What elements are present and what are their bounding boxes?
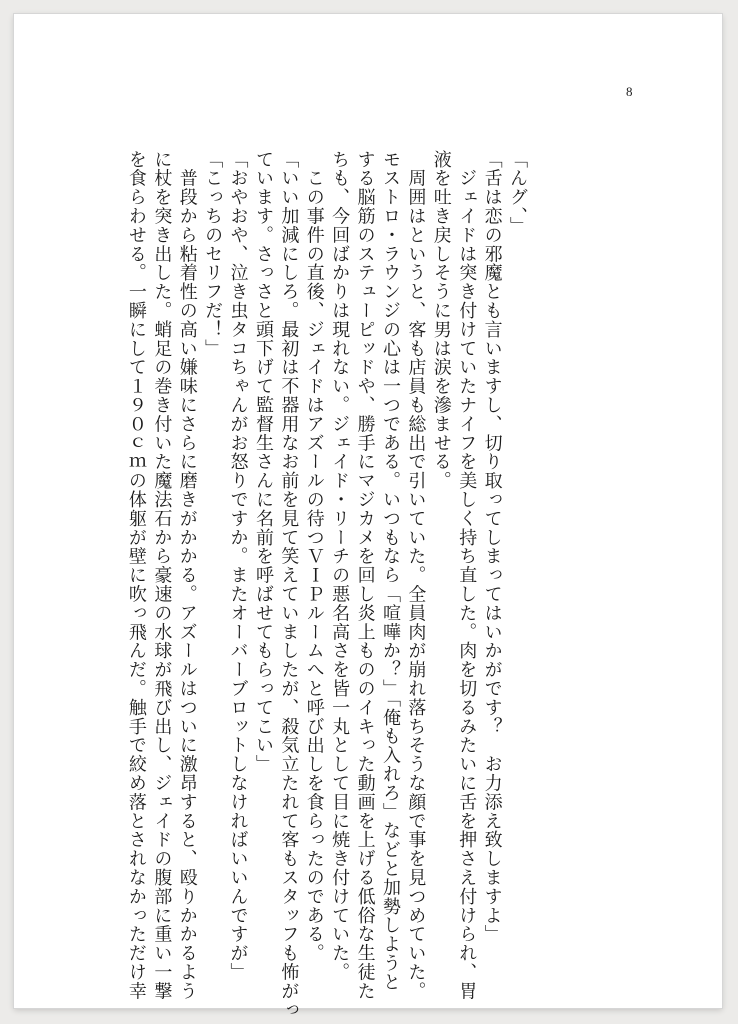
text-line: モストロ・ラウンジの心は一つである。いつもなら「喧嘩か？」「俺も入れろ」などと加勢しようと bbox=[379, 150, 401, 992]
text-line: 「んグ、」 bbox=[507, 150, 528, 236]
text-line: を食らわせる。一瞬にして１９０ｃｍの体躯が壁に吹っ飛んだ。触手で絞め落とされなかっただけ幸 bbox=[125, 150, 147, 1001]
vertical-body-text bbox=[125, 150, 530, 1020]
text-line: 「いい加減にしろ。最初は不器用なお前を見て笑えていましたが、殺気立たれて客もスタッフも怖がっ bbox=[278, 150, 300, 1020]
document-page bbox=[14, 14, 722, 1020]
text-line: に杖を突き出した。蛸足の巻き付いた魔法石から豪速の水球が飛び出し、ジェイドの腹部に重い一撃 bbox=[151, 150, 173, 1001]
text-line: 「こっちのセリフだ！」 bbox=[202, 150, 224, 358]
text-line: ジェイドは突き付けていたナイフを美しく持ち直した。肉を切るみたいに舌を押さえ付けられ、胃 bbox=[456, 150, 478, 1001]
text-line: する脳筋のステューピッドや、勝手にマジカメを回し炎上もののイキった動画を上げる低俗な生徒た bbox=[354, 150, 376, 1001]
text-line: この事件の直後、ジェイドはアズールの待つＶＩＰルームへと呼び出しを食らったのである。 bbox=[303, 150, 325, 963]
page-number: 8 bbox=[626, 84, 633, 99]
text-line: 周囲はというと、客も店員も総出で引いていた。全員肉が崩れ落ちそうな顔で事を見つめていた。 bbox=[405, 150, 427, 1001]
text-line: 「舌は恋の邪魔とも言いますし、切り取ってしまってはいかがです？ お力添え致しますよ」 bbox=[481, 150, 503, 944]
text-line: ています。さっさと頭下げて監督生さんに名前を呼ばせてもらってこい」 bbox=[252, 150, 274, 774]
text-line: 普段から粘着性の高い嫌味にさらに磨きがかかる。アズールはついに激昂すると、殴りかかるよう bbox=[176, 150, 198, 1001]
text-line: 「おやおや、泣き虫タコちゃんがお怒りですか。またオーバーブロットしなければいいんですが」 bbox=[227, 150, 249, 982]
text-line: ちも、今回ばかりは現れない。ジェイド・リーチの悪名高さを皆一丸として目に焼き付けていた。 bbox=[329, 150, 351, 982]
text-line: 液を吐き戻しそうに男は涙を滲ませる。 bbox=[430, 150, 452, 491]
